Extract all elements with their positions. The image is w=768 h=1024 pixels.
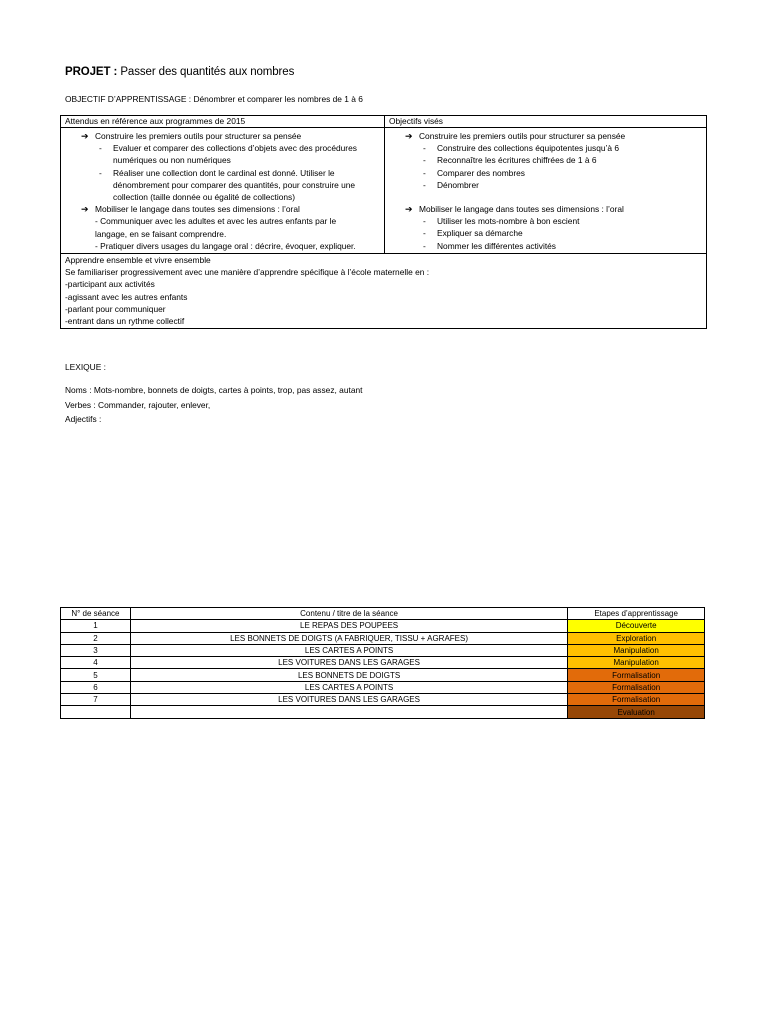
dash-bullet-icon: - [423,167,426,178]
dash-bullet-icon: - [423,240,426,251]
list-item-text: Dénombrer [437,179,479,190]
session-number-cell: 7 [61,694,131,706]
dash-bullet-icon: - [423,228,426,239]
learning-step-cell: Formalisation [568,681,705,693]
table-row [61,644,705,656]
session-number-cell: 1 [61,620,131,632]
section-heading-text: Mobiliser le langage dans toutes ses dimensions : l’oral [419,204,624,215]
session-number-cell: 4 [61,657,131,669]
table-row [61,620,705,632]
objectives-column [385,128,706,253]
list-item: - Communiquer avec les adultes et avec les autres enfants par le langage, en se faisant comprendre. [95,216,337,239]
header-expectations: Attendus en référence aux programmes de 2015 [61,116,385,127]
arrow-right-icon: ➔ [81,204,89,215]
header-session-content: Contenu / titre de la séance [130,608,567,620]
list-item [389,142,702,154]
list-item-text: Utiliser les mots-nombre à bon escient [437,216,580,227]
learning-step-cell: Découverte [568,620,705,632]
section-heading-text: Mobiliser le langage dans toutes ses dimensions : l’oral [95,204,300,215]
session-number-cell: 2 [61,632,131,644]
dash-bullet-icon: - [423,143,426,154]
lexicon-verbs: Verbes : Commander, rajouter, enlever, [65,400,211,410]
expectations-table-body [61,128,706,254]
dash-bullet-icon: - [99,167,102,178]
lexicon-nouns: Noms : Mots-nombre, bonnets de doigts, cartes à points, trop, pas assez, autant [65,385,363,395]
session-number-cell: 6 [61,681,131,693]
session-content-cell: LES CARTES A POINTS [130,644,567,656]
learning-step-cell: Exploration [568,632,705,644]
expectations-table-header [61,116,706,128]
list-item [65,167,380,204]
list-item [389,167,702,179]
list-item: - Pratiquer divers usages du langage oral : décrire, évoquer, expliquer. [95,240,356,251]
section-heading [389,203,702,215]
arrow-right-icon: ➔ [81,131,89,141]
spacer [389,191,702,203]
session-content-cell: LES CARTES A POINTS [130,681,567,693]
section-heading-text: Construire les premiers outils pour structurer sa pensée [419,131,626,141]
session-number-cell [61,706,131,718]
dash-bullet-icon: - [99,143,102,154]
list-item [389,227,702,239]
list-item-text: Expliquer sa démarche [437,228,523,239]
expectations-column [61,128,385,253]
dash-bullet-icon: - [423,216,426,227]
list-item-text: Evaluer et comparer des collections d’objets avec des procédures numériques ou non numériques [113,143,357,166]
learning-step-cell: Manipulation [568,644,705,656]
expectations-table [60,115,707,329]
title-text: Passer des quantités aux nombres [120,66,295,78]
list-item [65,142,380,166]
header-objectives: Objectifs visés [389,116,443,126]
sessions-table-header [61,608,705,620]
list-item-text: Construire des collections équipotentes jusqu’à 6 [437,143,620,154]
learning-step-cell: Evaluation [568,706,705,718]
list-item [389,154,702,166]
learning-step-cell: Formalisation [568,669,705,681]
list-item [389,215,702,227]
list-item-text: Nommer les différentes activités [437,240,556,251]
living-together-intro: Se familiariser progressivement avec une manière d’apprendre spécifique à l’école maternelle en : [65,267,430,278]
header-learning-step: Etapes d’apprentissage [568,608,705,620]
session-number-cell: 3 [61,644,131,656]
sessions-table [60,607,705,719]
lexicon-label: LEXIQUE : [65,362,106,372]
section-heading [389,130,702,142]
lexicon-adjectives: Adjectifs : [65,414,102,424]
session-content-cell: LES BONNETS DE DOIGTS (A FABRIQUER, TISSU + AGRAFES) [130,632,567,644]
list-item-text: Reconnaître les écritures chiffrées de 1 à 6 [437,155,597,166]
list-item-text: Comparer des nombres [437,167,525,178]
list-item [389,179,702,191]
table-row [61,669,705,681]
section-heading [65,203,380,215]
list-item: -participant aux activités [65,279,155,290]
section-heading [65,130,380,142]
learning-step-cell: Manipulation [568,657,705,669]
session-content-cell [130,706,567,718]
session-number-cell: 5 [61,669,131,681]
dash-bullet-icon: - [423,155,426,166]
table-row [61,694,705,706]
table-row [61,632,705,644]
list-item: -parlant pour communiquer [65,303,166,314]
list-item-text: Réaliser une collection dont le cardinal est donné. Utiliser le dénombrement pour comparer des quantités, pour construire une collection (taille donnée ou égalité de collections) [113,167,356,203]
table-row [61,657,705,669]
session-content-cell: LE REPAS DES POUPEES [130,620,567,632]
page-title [65,66,294,78]
title-prefix: PROJET : [65,66,118,78]
learning-step-cell: Formalisation [568,694,705,706]
living-together-heading: Apprendre ensemble et vivre ensemble [65,255,211,266]
session-content-cell: LES BONNETS DE DOIGTS [130,669,567,681]
sessions-table-body [61,620,705,718]
header-session-number: N° de séance [61,608,131,620]
list-item: -entrant dans un rythme collectif [65,316,185,327]
arrow-right-icon: ➔ [405,131,413,141]
section-heading-text: Construire les premiers outils pour structurer sa pensée [95,131,302,141]
table-row [61,681,705,693]
living-together-section [61,254,706,328]
arrow-right-icon: ➔ [405,204,413,215]
session-content-cell: LES VOITURES DANS LES GARAGES [130,657,567,669]
list-item [389,240,702,252]
table-row [61,706,705,718]
learning-objective: OBJECTIF D’APPRENTISSAGE : Dénombrer et comparer les nombres de 1 à 6 [65,94,363,104]
list-item: -agissant avec les autres enfants [65,291,188,302]
dash-bullet-icon: - [423,179,426,190]
session-content-cell: LES VOITURES DANS LES GARAGES [130,694,567,706]
